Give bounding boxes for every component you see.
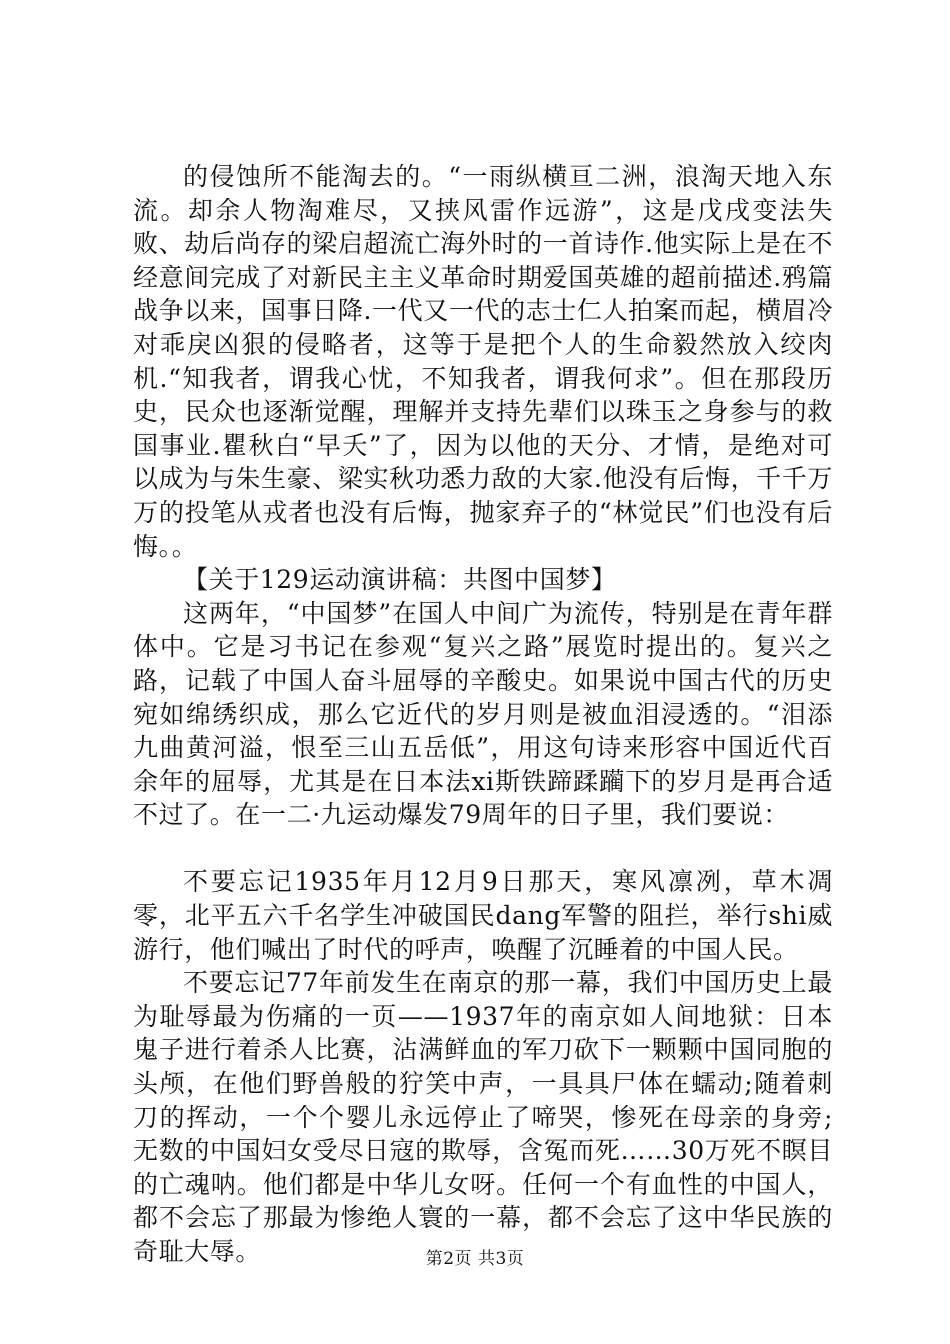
paragraph-china-dream: 这两年，“中国梦”在国人中间广为流传，特别是在青年群体中。它是习书记在参观“复兴之路”展览时提出的。复兴之路，记载了中国人奋斗屈辱的辛酸史。如果说中国古代的历史宛如绵绣织成，那么它近代的岁月则是被血泪浸透的。“泪添九曲黄河溢，恨至三山五岳低”，用这句诗来形容中国近代百余年的屈辱，尤其是在日本法xi斯铁蹄蹂躏下的岁月是再合适不过了。在一二·九运动爆发79周年的日子里，我们要说： <box>133 598 833 830</box>
page-number-footer: 第2页 共3页 <box>425 1249 525 1269</box>
section-heading: 【关于129运动演讲稿：共图中国梦】 <box>183 565 617 595</box>
paragraph-1935: 不要忘记1935年月12月9日那天，寒风凛冽，草木凋零，北平五六千名学生冲破国民dang军警的阻拦，举行shi威游行，他们喊出了时代的呼声，唤醒了沉睡着的中国人民。 <box>133 867 833 964</box>
paragraph-nanjing: 不要忘记77年前发生在南京的那一幕，我们中国历史上最为耻辱最为伤痛的一页——1937年的南京如人间地狱：日本鬼子进行着杀人比赛，沾满鲜血的军刀砍下一颗颗中国同胞的头颅，在他们野兽般的狞笑中声，一具具尸体在蠕动;随着刺刀的挥动，一个个婴儿永远停止了啼哭，惨死在母亲的身旁;无数的中国妇女受尽日寇的欺辱，含冤而死……30万死不瞑目的亡魂呐。他们都是中华儿女呀。任何一个有血性的中国人，都不会忘了那最为惨绝人寰的一幕，都不会忘了这中华民族的奇耻大辱。 <box>133 968 833 1266</box>
paragraph-spacer <box>133 832 833 866</box>
document-body <box>133 160 833 1269</box>
paragraph-liang-qichao: 的侵蚀所不能淘去的。“一雨纵横亘二洲，浪淘天地入东流。却余人物淘难尽，又挟风雷作远游”，这是戊戌变法失败、劫后尚存的梁启超流亡海外时的一首诗作.他实际上是在不经意间完成了对新民主主义革命时期爱国英雄的超前描述.鸦篇战争以来，国事日降.一代又一代的志士仁人拍案而起，横眉冷对乖戾凶狠的侵略者，这等于是把个人的生命毅然放入绞肉机.“知我者，谓我心忧，不知我者，谓我何求”。但在那段历史，民众也逐渐觉醒，理解并支持先辈们以珠玉之身参与的救国事业.瞿秋白“早夭”了，因为以他的天分、才情，是绝对可以成为与朱生豪、梁实秋功悉力敌的大家.他没有后悔，千千万万的投笔从戎者也没有后悔，抛家弃子的“林觉民”们也没有后悔。。 <box>133 162 833 561</box>
